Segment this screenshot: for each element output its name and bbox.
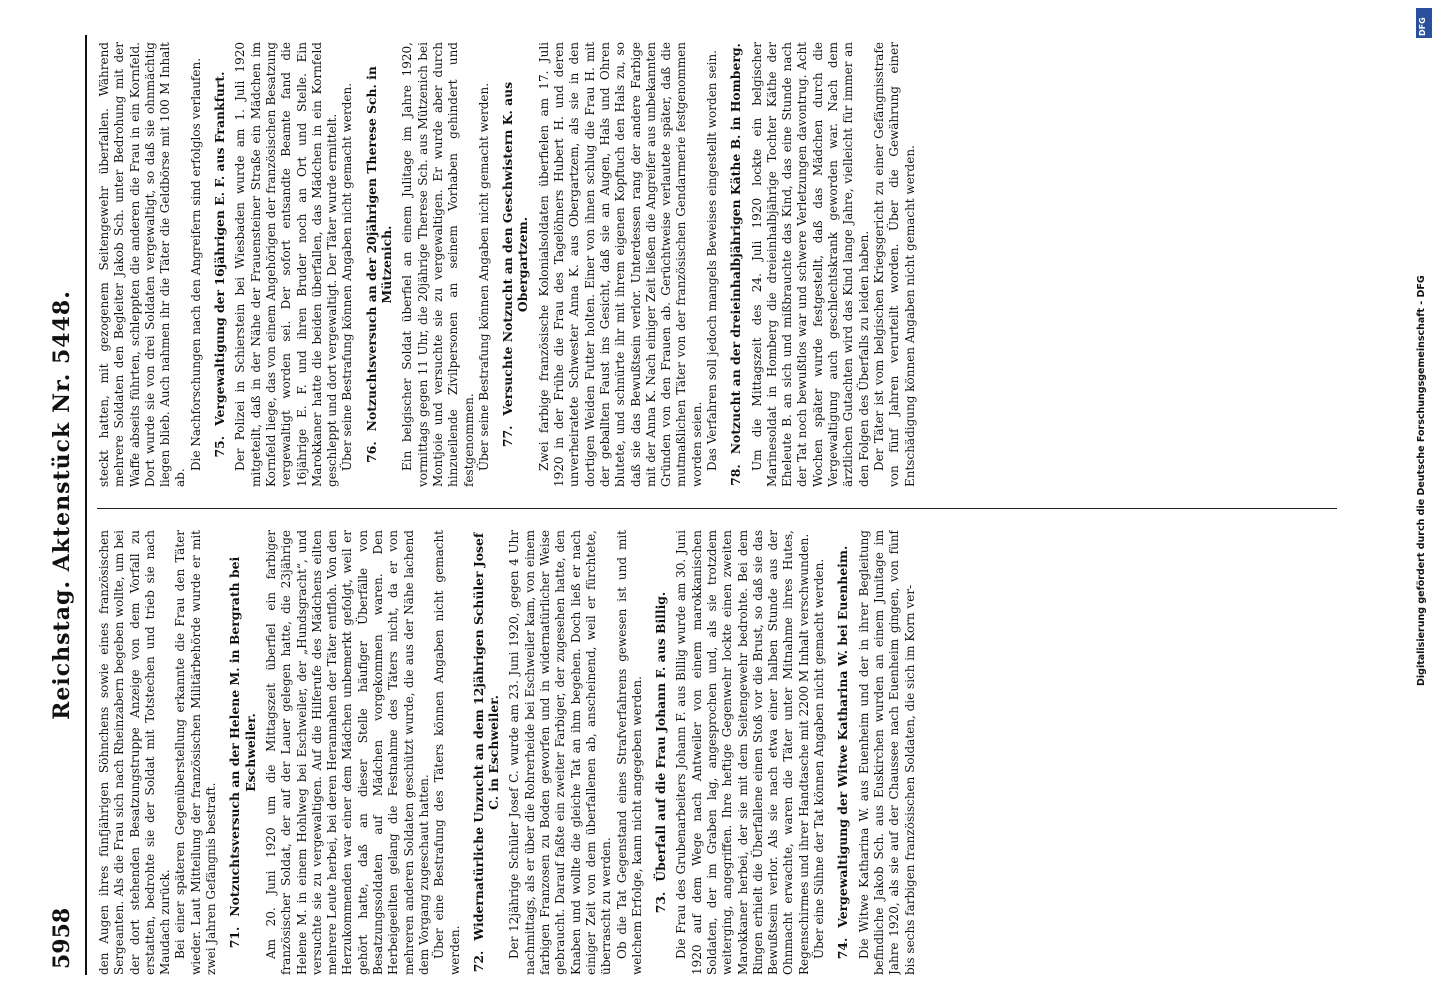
paragraph: Über eine Sühne der Tat können Angaben nicht gemacht werden. xyxy=(812,558,827,959)
paragraph: Über eine Bestrafung des Täters können Angaben nicht gemacht werden. xyxy=(432,530,462,975)
section-title: Notzucht an der dreieinhalbjährigen Käthe B. in Homberg. xyxy=(728,43,744,455)
paragraph: Ob die Tat Gegenstand eines Strafverfahrens gewesen ist und mit welchem Erfolge, kann nicht angegeben werden. xyxy=(614,530,644,975)
section-heading-74 xyxy=(835,530,850,975)
dfg-logo-text: DFG xyxy=(1418,17,1427,36)
section-number: 75. xyxy=(212,435,228,458)
section-heading-75 xyxy=(212,42,227,487)
paragraph: Über seine Bestrafung können Angaben nicht gemacht werden. xyxy=(476,82,491,471)
page-header xyxy=(45,35,87,975)
page-number: 5958 xyxy=(49,907,75,969)
section-heading-72 xyxy=(471,530,502,975)
paragraph: Das Verfahren soll jedoch mangels Beweises eingestellt worden sein. xyxy=(704,50,719,471)
section-number: 72. xyxy=(470,950,486,973)
dfg-logo xyxy=(1416,8,1432,38)
paragraph: Der 12jährige Schüler Josef C. wurde am 23. Juni 1920, gegen 4 Uhr nachmittags, als er über die Rohrerheide bei Eschweiler kam, von einem farbigen Franzosen zu Boden geworfen und in widernatürlicher Weise gebraucht. Darauf faßte ein zweiter Farbiger, der zugesehen hatte, den Knaben und wollte die gleiche Tat an ihm begehen. Doch ließ er nach einiger Zeit von dem überfallenen ab, anscheinend, weil er fürchtete, überrascht zu werden. xyxy=(507,530,614,975)
paragraph: Ein belgischer Soldat überfiel an einem Julitage im Jahre 1920, vormittags gegen 11 Uhr, die 20jährige Therese Sch. aus Mützenich bei Montjoie und versuchte sie zu vergewaltigen. Er wurde aber durch hinzueilende Zivilpersonen an seinem Vorhaben gehindert und festgenommen. xyxy=(400,42,476,487)
section-title: Notzuchtsversuch an der Helene M. in Bergrath bei Eschweiler. xyxy=(227,556,258,917)
section-title: Widernatürliche Unzucht an dem 12jährigen Schüler Josef C. in Eschweiler. xyxy=(470,532,502,941)
paragraph: Der Polizei in Schierstein bei Wiesbaden wurde am 1. Juli 1920 mitgeteilt, daß in der Nähe der Frauensteiner Straße ein Mädchen im Kornfeld liege, das von einem Angehörigen der französischen Besatzung vergewaltigt worden sei. Der sofort entsandte Beamte fand die 16jährige E. F. und ihren Bruder noch an Ort und Stelle. Ein Marokkaner hatte die beiden überfallen, das Mädchen in ein Kornfeld geschleppt und dort vergewaltigt. Der Täter wurde ermittelt. xyxy=(233,42,340,487)
paragraph: Zwei farbige französische Kolonialsoldaten überfielen am 17. Juli 1920 in der Frühe die Frau des Tagelöhners Hubert H. und deren unverheiratete Schwester Anna K. aus Obergartzem, als sie in den dortigen Weiden Futter holten. Einer von ihnen schlug die Frau H. mit der geballten Faust ins Gesicht, daß sie an Augen, Hals und Ohren blutete, und schnürte ihr mit ihrem eigenen Kopftuch den Hals zu, so daß sie das Bewußtsein verlor. Unterdessen rang der andere Farbige mit der Anna K. Nach einiger Zeit ließen die Angreifer aus unbekannten Gründen von den Frauen ab. Gerüchtweise verlautete später, daß die mutmaßlichen Täter von der französischen Gendarmerie festgenommen worden seien. xyxy=(536,42,704,487)
section-heading-78 xyxy=(728,42,743,487)
section-heading-76 xyxy=(364,42,395,487)
page-title: Reichstag. Aktenstück Nr. 5448. xyxy=(49,290,75,720)
section-number: 77. xyxy=(500,425,516,448)
paragraph: Bei einer späteren Gegenüberstellung erkannte die Frau den Täter wieder. Laut Mitteilung der französischen Militärbehörde wurde er mit zwei Jahren Gefängnis bestraft. xyxy=(173,530,219,975)
paragraph: steckt hatten, mit gezogenem Seitengewehr überfallen. Während mehrere Soldaten den Begleiter Jakob Sch. unter Bedrohung mit der Waffe abseits führten, schleppten die anderen die Frau in ein Kornfeld. Dort wurde sie von drei Soldaten vergewaltigt, so daß sie ohnmächtig liegen blieb. Auch nahmen ihr die Täter die Geldbörse mit 100 M Inhalt ab. xyxy=(97,42,188,487)
section-title: Überfall auf die Frau Johann F. aus Billig. xyxy=(653,591,669,882)
digitization-notice xyxy=(1412,6,1434,994)
section-heading-71 xyxy=(227,530,258,975)
paragraph: Am 20. Juni 1920 um die Mittagszeit überfiel ein farbiger französischer Soldat, der auf der Lauer gelegen hatte, die 23jährige Helene M. in einem Hohlweg bei Eschweiler, der „Hundsgracht“, und versuchte sie zu vergewaltigen. Auf die Hilferufe des Mädchens eilten mehrere Leute herbei, bei deren Herannahen der Täter entfloh. Von den Herzukommenden war einer dem Mädchen unbemerkt gefolgt, weil er gehört hatte, daß an dieser Stelle häufiger Überfälle von Besatzungssoldaten auf Mädchen vorgekommen waren. Den Herbeigeeilten gelang die Festnahme des Täters nicht, da er von mehreren anderen Soldaten geschützt wurde, die aus der Nähe lachend dem Vorgang zugeschaut hatten. xyxy=(263,530,431,975)
paragraph: Die Frau des Grubenarbeiters Johann F. aus Billig wurde am 30. Juni 1920 auf dem Wege nach Antweiler von einem marokkanischen Soldaten, der im Graben lag, angesprochen und, als sie trotzdem weiterging, angegriffen. Ihre heftige Gegenwehr lockte einen zweiten Marokkaner herbei, der sie mit dem Seitengewehr bedrohte. Bei dem Ringen erhielt die Überfallene einen Stoß vor die Brust, so daß sie das Bewußtsein verlor. Als sie nach etwa einer halben Stunde aus der Ohnmacht erwachte, waren die Täter unter Mitnahme ihres Hutes, Regenschirmes und ihrer Handtasche mit 2200 M Inhalt verschwunden. xyxy=(674,530,811,975)
section-number: 76. xyxy=(363,441,379,463)
paragraph: Über seine Bestrafung können Angaben nicht gemacht werden. xyxy=(340,82,355,471)
column-divider xyxy=(97,508,1337,509)
paragraph: den Augen ihres fünfjährigen Söhnchens sowie eines französischen Sergeanten. Als die Frau sich nach Rheinzabern begeben wollte, um bei der dort stehenden Besatzungstruppe Anzeige von dem Vorfall zu erstatten, bedrohte sie der Soldat mit Totstechen und trieb sie nach Maudach zurück. xyxy=(97,530,173,975)
section-number: 71. xyxy=(227,926,243,949)
digitization-notice-text: Digitalisierung gefördert durch die Deutsche Forschungsgemeinschaft - DFG xyxy=(1416,275,1427,686)
paragraph: Die Witwe Katharina W. aus Euenheim und der in ihrer Begleitung befindliche Jakob Sch. aus Euskirchen wurden an einem Junitage im Jahre 1920, als sie auf der Chaussee nach Euenheim gingen, von fünf bis sechs farbigen französischen Soldaten, die sich im Korn ver- xyxy=(856,530,917,975)
section-title: Vergewaltigung der 16jährigen E. F. aus Frankfurt. xyxy=(212,71,228,426)
section-title: Versuchte Notzucht an den Geschwistern K. aus Obergartzem. xyxy=(500,81,531,416)
left-column xyxy=(97,530,1337,975)
section-title: Notzuchtsversuch an der 20jährigen Therese Sch. in Mützenich. xyxy=(363,66,395,432)
right-column xyxy=(97,42,1337,487)
paragraph: Die Nachforschungen nach den Angreifern sind erfolglos verlaufen. xyxy=(188,57,203,471)
paragraph: Der Täter ist vom belgischen Kriegsgericht zu einer Gefängnisstrafe von fünf Jahren verurteilt worden. Über die Gewährung einer Entschädigung können Angaben nicht gemacht werden. xyxy=(871,42,917,487)
section-heading-77 xyxy=(500,42,531,487)
document-page xyxy=(45,35,1365,975)
paragraph: Um die Mittagszeit des 24. Juli 1920 lockte ein belgischer Marinesoldat in Homberg die dreieinhalbjährige Tochter Käthe der Eheleute B. an sich und mißbrauchte das Kind, das eine Stunde nach der Tat noch bewußtlos war und schwere Verletzungen davontrug. Acht Wochen später wurde festgestellt, daß das Mädchen durch die Vergewaltigung auch geschlechtskrank geworden war. Nach dem ärztlichen Gutachten wird das Kind lange Jahre, vielleicht für immer an den Folgen des Überfalls zu leiden haben. xyxy=(749,42,871,487)
section-number: 74. xyxy=(835,937,851,960)
section-heading-73 xyxy=(653,530,668,975)
section-number: 78. xyxy=(728,464,744,486)
section-title: Vergewaltigung der Witwe Katharina W. bei Euenheim. xyxy=(835,545,851,928)
section-number: 73. xyxy=(653,891,669,914)
